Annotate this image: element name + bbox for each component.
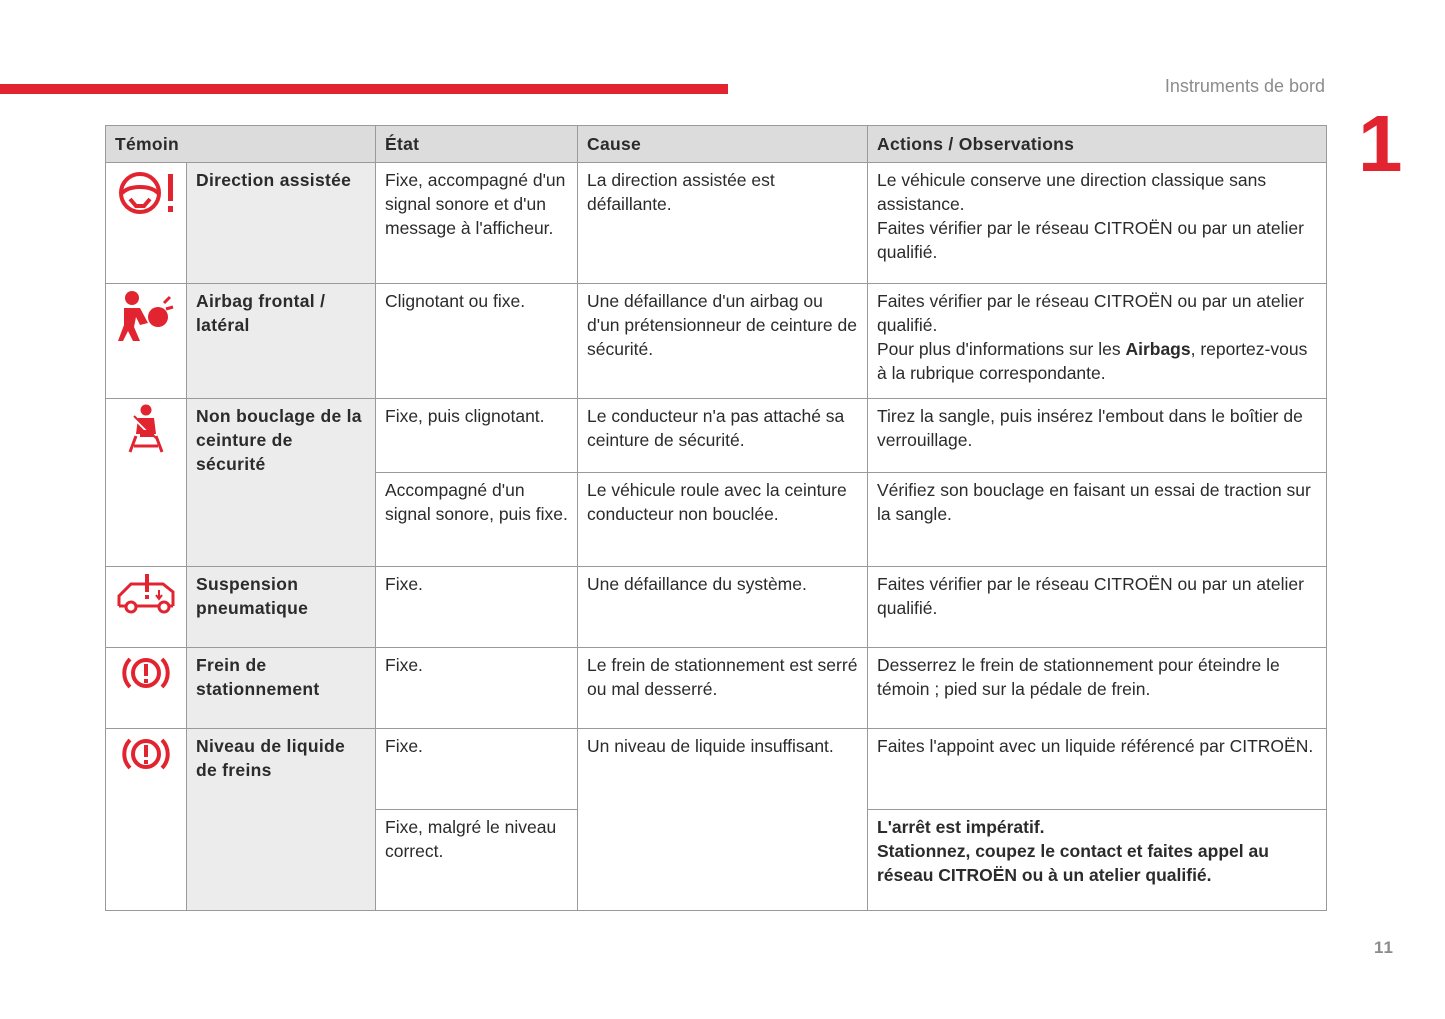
actions-cell: Tirez la sangle, puis insérez l'embout dans le boîtier de verrouillage. <box>868 399 1327 473</box>
actions-warning-title: L'arrêt est impératif. <box>877 817 1045 837</box>
actions-cell: Faites vérifier par le réseau CITROËN ou par un atelier qualifié. <box>868 567 1327 648</box>
column-header-cause: Cause <box>578 126 868 163</box>
air-suspension-icon <box>115 572 177 616</box>
cause-cell: Une défaillance du système. <box>578 567 868 648</box>
etat-cell: Fixe, accompagné d'un signal sonore et d'un message à l'afficheur. <box>376 163 578 284</box>
warning-name: Frein de stationnement <box>187 648 376 729</box>
table-header-row <box>106 126 1327 163</box>
icon-cell <box>106 567 187 648</box>
actions-cell: Faites l'appoint avec un liquide référencé par CITROËN. <box>868 729 1327 810</box>
warning-name: Direction assistée <box>187 163 376 284</box>
table-row <box>106 399 1327 473</box>
actions-cell: Desserrez le frein de stationnement pour éteindre le témoin ; pied sur la pédale de frein. <box>868 648 1327 729</box>
cause-cell: Une défaillance d'un airbag ou d'un prétensionneur de ceinture de sécurité. <box>578 284 868 399</box>
warning-name: Suspension pneumatique <box>187 567 376 648</box>
airbag-warning-icon <box>115 289 177 343</box>
etat-cell: Fixe. <box>376 648 578 729</box>
actions-text: Le véhicule conserve une direction classique sans assistance. <box>877 170 1267 214</box>
actions-cell <box>868 284 1327 399</box>
icon-cell <box>106 163 187 284</box>
actions-cell <box>868 163 1327 284</box>
icon-cell <box>106 284 187 399</box>
section-title: Instruments de bord <box>1164 76 1325 96</box>
warning-name: Niveau de liquide de freins <box>187 729 376 911</box>
table-row <box>106 284 1327 399</box>
top-accent-bar <box>0 84 728 94</box>
actions-text: Pour plus d'informations sur les Airbags, reportez-vous à la rubrique correspondante. <box>877 339 1308 383</box>
warning-lights-table <box>105 125 1327 911</box>
actions-cell: Vérifiez son bouclage en faisant un essai de traction sur la sangle. <box>868 473 1327 567</box>
table-row <box>106 648 1327 729</box>
etat-cell: Fixe, puis clignotant. <box>376 399 578 473</box>
icon-cell <box>106 729 187 911</box>
icon-cell <box>106 648 187 729</box>
brake-fluid-icon <box>115 734 177 774</box>
etat-cell: Fixe. <box>376 729 578 810</box>
warning-name: Airbag frontal / latéral <box>187 284 376 399</box>
cause-cell: La direction assistée est défaillante. <box>578 163 868 284</box>
cause-cell: Un niveau de liquide insuffisant. <box>578 729 868 911</box>
steering-warning-icon <box>115 168 177 218</box>
cause-cell: Le véhicule roule avec la ceinture conducteur non bouclée. <box>578 473 868 567</box>
cause-cell: Le frein de stationnement est serré ou mal desserré. <box>578 648 868 729</box>
table-row <box>106 163 1327 284</box>
airbags-emphasis: Airbags <box>1125 339 1191 359</box>
table-row <box>106 729 1327 810</box>
actions-text: Faites vérifier par le réseau CITROËN ou par un atelier qualifié. <box>877 291 1304 335</box>
table-row <box>106 567 1327 648</box>
column-header-temoin: Témoin <box>106 126 376 163</box>
column-header-actions: Actions / Observations <box>868 126 1327 163</box>
parking-brake-icon <box>115 653 177 693</box>
icon-cell <box>106 399 187 567</box>
cause-cell: Le conducteur n'a pas attaché sa ceinture de sécurité. <box>578 399 868 473</box>
page-number: 11 <box>1374 938 1394 957</box>
etat-cell: Accompagné d'un signal sonore, puis fixe. <box>376 473 578 567</box>
etat-cell: Fixe, malgré le niveau correct. <box>376 810 578 911</box>
etat-cell: Clignotant ou fixe. <box>376 284 578 399</box>
chapter-number: 1 <box>1358 99 1403 188</box>
actions-cell <box>868 810 1327 911</box>
warning-name: Non bouclage de la ceinture de sécurité <box>187 399 376 567</box>
actions-text: Faites vérifier par le réseau CITROËN ou par un atelier qualifié. <box>877 218 1304 262</box>
actions-warning-text: Stationnez, coupez le contact et faites appel au réseau CITROËN ou à un atelier qualifié. <box>877 841 1269 885</box>
etat-cell: Fixe. <box>376 567 578 648</box>
seatbelt-icon <box>115 404 177 454</box>
column-header-etat: État <box>376 126 578 163</box>
